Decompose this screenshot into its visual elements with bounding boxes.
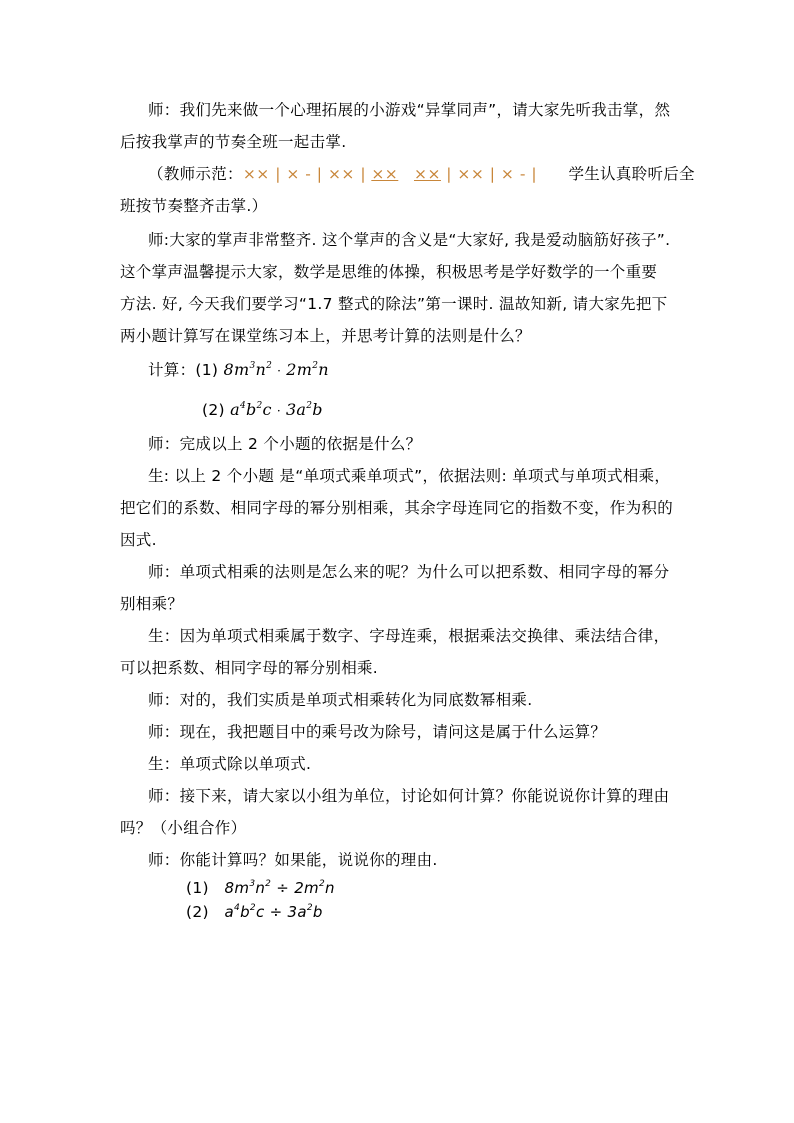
rhythm-part-a: ×× | × - | ×× | [242, 165, 367, 183]
paragraph-line-8: 两小题计算写在课堂练习本上，并思考计算的法则是什么？ [120, 327, 531, 345]
demo-tail: 学生认真聆听后全 [568, 165, 695, 183]
demo-open: （教师示范： [148, 165, 243, 183]
division-line-2 [186, 902, 323, 922]
calc1-expression: $8m^3n^2 \cdot 2m^2n$ [223, 360, 329, 379]
paragraph-line-23: 吗？（小组合作） [120, 819, 247, 837]
calc2-number: (2) [202, 401, 225, 419]
rhythm-part-c: ×× [413, 165, 441, 183]
paragraph-line-4: 班按节奏整齐击掌.） [120, 197, 268, 215]
paragraph-line-15: 师：单项式相乘的法则是怎么来的呢？为什么可以把系数、相同字母的幂分 [148, 563, 670, 581]
paragraph-line-7: 方法. 好, 今天我们要学习“1.7 整式的除法”第一课时. 温故知新, 请大家先把下 [120, 295, 668, 313]
rhythm-part-d: | ×× | × - | [446, 165, 538, 183]
paragraph-line-20: 师：现在，我把题目中的乘号改为除号，请问这是属于什么运算？ [148, 723, 607, 741]
paragraph-line-17: 生：因为单项式相乘属于数字、字母连乘，根据乘法交换律、乘法结合律， [148, 627, 670, 645]
paragraph-line-2: 后按我掌声的节奏全班一起击掌. [120, 133, 347, 151]
calc-line-2 [202, 400, 323, 421]
paragraph-line-12: 生: 以上 2 个小题 是“单项式乘单项式”，依据法则: 单项式与单项式相乘， [148, 467, 671, 485]
rhythm-part-b: ×× [371, 165, 399, 183]
calc-line-1 [148, 360, 329, 381]
calc1-number: (1) [195, 361, 219, 379]
calc-label: 计算： [148, 361, 196, 379]
teacher-demo-line [148, 164, 695, 184]
paragraph-line-21: 生：单项式除以单项式. [148, 755, 312, 773]
div2-expression: $a^4b^2c \div 3a^2b$ [224, 903, 323, 921]
paragraph-line-6: 这个掌声温馨提示大家，数学是思维的体操，积极思考是学好数学的一个重要 [120, 263, 658, 281]
paragraph-line-1: 师：我们先来做一个心理拓展的小游戏“异掌同声”，请大家先听我击掌，然 [148, 101, 671, 119]
paragraph-line-5: 师:大家的掌声非常整齐. 这个掌声的含义是“大家好, 我是爱动脑筋好孩子”. [148, 231, 671, 249]
div1-number: (1) [186, 879, 209, 897]
paragraph-line-18: 可以把系数、相同字母的幂分别相乘. [120, 659, 379, 677]
paragraph-line-22: 师：接下来，请大家以小组为单位，讨论如何计算？你能说说你计算的理由 [148, 787, 670, 805]
paragraph-line-11: 师：完成以上 2 个小题的依据是什么？ [148, 435, 422, 453]
paragraph-line-13: 把它们的系数、相同字母的幂分别相乘，其余字母连同它的指数不变，作为积的 [120, 499, 674, 517]
paragraph-line-19: 师：对的，我们实质是单项式相乘转化为同底数幂相乘. [148, 691, 533, 709]
div1-expression: $8m^3n^2 \div 2m^2n$ [224, 879, 335, 897]
paragraph-line-14: 因式. [120, 531, 157, 549]
calc2-expression: $a^4b^2c \cdot 3a^2b$ [230, 400, 323, 419]
paragraph-line-16: 别相乘？ [120, 595, 184, 613]
paragraph-line-24: 师：你能计算吗？如果能，说说你的理由. [148, 851, 438, 869]
division-line-1 [186, 878, 335, 898]
div2-number: (2) [186, 903, 209, 921]
